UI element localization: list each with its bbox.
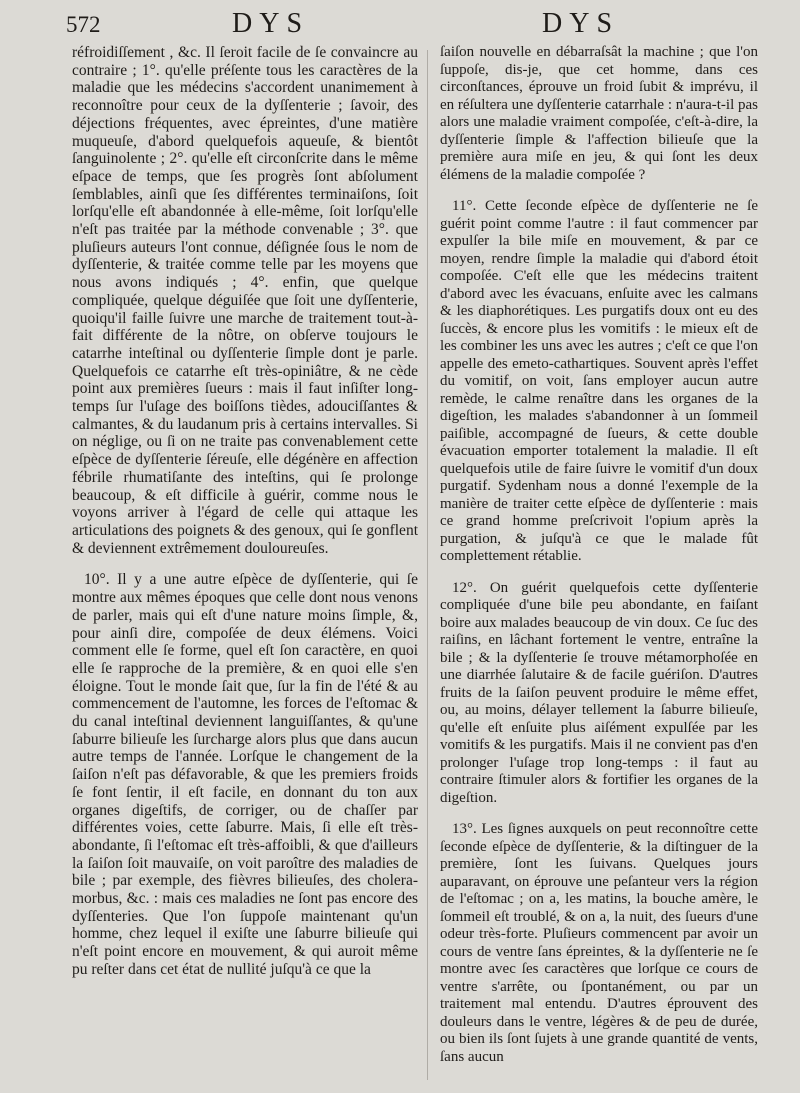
paragraph-continued-right: ſaiſon nouvelle en débarraſsât la machine ; que l'on ſuppoſe, dis-je, que cet homme, dans ces circonſtances, éprouve un froid ſubit & imprévu, il en réſultera une dyſſenterie catarrhale : n'aura-t-il pas alors une maladie vraiment compoſée, c'eſt-à-dire, la dyſſenterie ſimple & l'affection bilieuſe que la première aura miſe en jeu, & qui ſont les deux élémens de la maladie compoſée ? bbox=[440, 44, 758, 183]
paragraph-12: 12°. On guérit quelquefois cette dyſſenterie compliquée d'une bile peu abondante, en faiſant boire aux malades beaucoup de vin doux. Ce ſuc des raiſins, en lâchant fortement le ventre, entraîne la bile ; & la dyſſenterie ſe trouve métamorphoſée en une diarrhée ſalutaire & de facile guériſon. D'autres fruits de la ſaiſon peuvent produire le même effet, ou, au moins, délayer tellement la ſaburre bilieuſe, qu'elle eſt enſuite plus aiſément expulſée par les vomitifs & les purgatifs. Mais il ne convient pas d'en prolonger l'uſage trop long-temps : il faut au contraire ſtimuler alors & fortifier les organes de la digeſtion. bbox=[440, 579, 758, 806]
running-header bbox=[0, 0, 800, 46]
left-running-head: DYS bbox=[232, 8, 310, 39]
paragraph-11: 11°. Cette ſeconde eſpèce de dyſſenterie ne ſe guérit point comme l'autre : il faut commencer par expulſer la bile miſe en mouvement, & par ce moyen, rendre ſimple la maladie qui d'abord étoit compoſée. C'eſt elle que les médecins traitent d'abord avec les évacuans, enſuite avec les calmans & les diaphorétiques. Les purgatifs doux ont eu des ſuccès, & encore plus les vomitifs : le mieux eſt de les combiner les uns avec les autres ; c'eſt ce que l'on appelle des emeto-cathartiques. Souvent après l'effet du vomitif, on voit, ſans employer aucun autre remède, le calme renaître dans les organes de la digeſtion, les malades s'abandonner à un ſommeil paiſible, accompagné de ſueurs, & cette double évacuation emporter totalement la maladie. Il eſt quelquefois utile de faire ſuivre le vomitif d'un doux purgatif. Sydenham nous a donné l'exemple de la manière de traiter cette eſpèce de dyſſenterie : mais ce grand homme preſcrivoit l'opium après la purgation, & juſqu'à ce que le malade fût complettement rétablie. bbox=[440, 198, 758, 564]
right-running-head: DYS bbox=[542, 8, 620, 39]
paragraph-continued: réfroidiſſement , &c. Il ſeroit facile de ſe convaincre au contraire ; 1°. qu'elle préſente tous les caractères de la maladie que les médecins s'accordent unanimement à reconnoître pour ceux de la dyſſenterie ; ſavoir, des déjections fréquentes, avec épreintes, d'une matière muqueuſe, d'abord quelquefois aqueuſe, & bientôt ſanguinolente ; 2°. qu'elle eſt circonſcrite dans le même eſpace de temps, que ſes progrès ſont abſolument ſemblables, ainſi que ſes différentes terminaiſons, ſoit lorſqu'elle eſt abandonnée à elle-même, ſoit lorſqu'elle n'eſt pas traitée par la méthode convenable ; 3°. que pluſieurs auteurs l'ont connue, déſignée ſous le nom de dyſſenterie, & traitée comme telle par les moyens que nous avons indiqués ; 4°. enfin, que quelque compliquée, quelque déguiſée que ſoit une dyſſenterie, quoiqu'il faille ſuivre une marche de traitement tout-à-fait différente de la nôtre, on obſerve toujours le catarrhe inteſtinal ou dyſſenterie ſimple dont je parle. Quelquefois ce catarrhe eſt très-opiniâtre, & ne cède point aux premières ſueurs : mais il faut inſiſter long-temps ſur l'uſage des boiſſons tièdes, adouciſſantes & calmantes, & du laudanum pris à certains intervalles. Si on néglige, ou ſi on ne traite pas convenablement cette eſpèce de dyſſenterie ſéreuſe, elle dégénère en affection fébrile rhumatiſante des inteſtins, qui ſe prolonge beaucoup, & eſt difficile à guérir, comme nous le voyons arriver à l'égard de celle qui attaque les articulations des poignets & des genoux, qui ſe gonflent & deviennent extrêmement douloureuſes. bbox=[72, 44, 418, 557]
paragraph-13: 13°. Les ſignes auxquels on peut reconnoître cette ſeconde eſpèce de dyſſenterie, & la diſtinguer de la première, ſont les ſuivans. Quelques jours auparavant, on éprouve une peſanteur vers la région de l'eſtomac ; on a, les matins, la bouche amère, le ſommeil eſt troublé, & on a, la nuit, des ſueurs d'une odeur très-forte. Pluſieurs commencent par avoir un cours de ventre ſans épreintes, & la dyſſenterie ne ſe montre avec ſes caractères que lorſque ce cours de ventre s'arrête, ou ſpontanément, ou par un traitement mal entendu. D'autres éprouvent des douleurs dans le ventre, légères & de peu de durée, ou bien ils ſont ſujets à une grande quantité de vents, ſans aucun bbox=[440, 821, 758, 1065]
paragraph-10: 10°. Il y a une autre eſpèce de dyſſenterie, qui ſe montre aux mêmes époques que celle dont nous venons de parler, mais qui eſt d'une nature moins ſimple, &, pour ainſi dire, compoſée de deux élémens. Voici comment elle ſe forme, quel eſt ſon caractère, en quoi elle ſe rapproche de la première, & en quoi elle s'en éloigne. Tout le monde ſait que, ſur la fin de l'été & au commencement de l'automne, les forces de l'eſtomac & du canal inteſtinal deviennent languiſſantes, & qu'une ſaburre bilieuſe les ſurcharge alors plus que dans aucun autre temps de l'année. Lorſque le changement de la ſaiſon n'eſt pas défavorable, & que les premiers froids ſe font ſentir, il eſt facile, en donnant du ton aux organes digeſtifs, de corriger, ou de chaſſer par différentes voies, cette ſaburre. Mais, ſi elle eſt très-abondante, ſi l'eſtomac eſt très-affoibli, & que d'ailleurs la ſaiſon ſoit mauvaiſe, on voit paroître des maladies de bile ; par exemple, des fièvres bilieuſes, des cholera-morbus, &c. : mais ces maladies ne ſont pas encore des dyſſenteries. Que l'on ſuppoſe maintenant qu'un homme, chez lequel il exiſte une ſaburre bilieuſe qui n'eſt point encore en mouvement, & qui auroit même pu reſter dans cet état de nullité juſqu'à ce que la bbox=[72, 571, 418, 978]
left-column bbox=[72, 44, 418, 1089]
page-number: 572 bbox=[66, 12, 101, 37]
column-divider bbox=[427, 50, 428, 1080]
right-column bbox=[440, 44, 758, 1089]
